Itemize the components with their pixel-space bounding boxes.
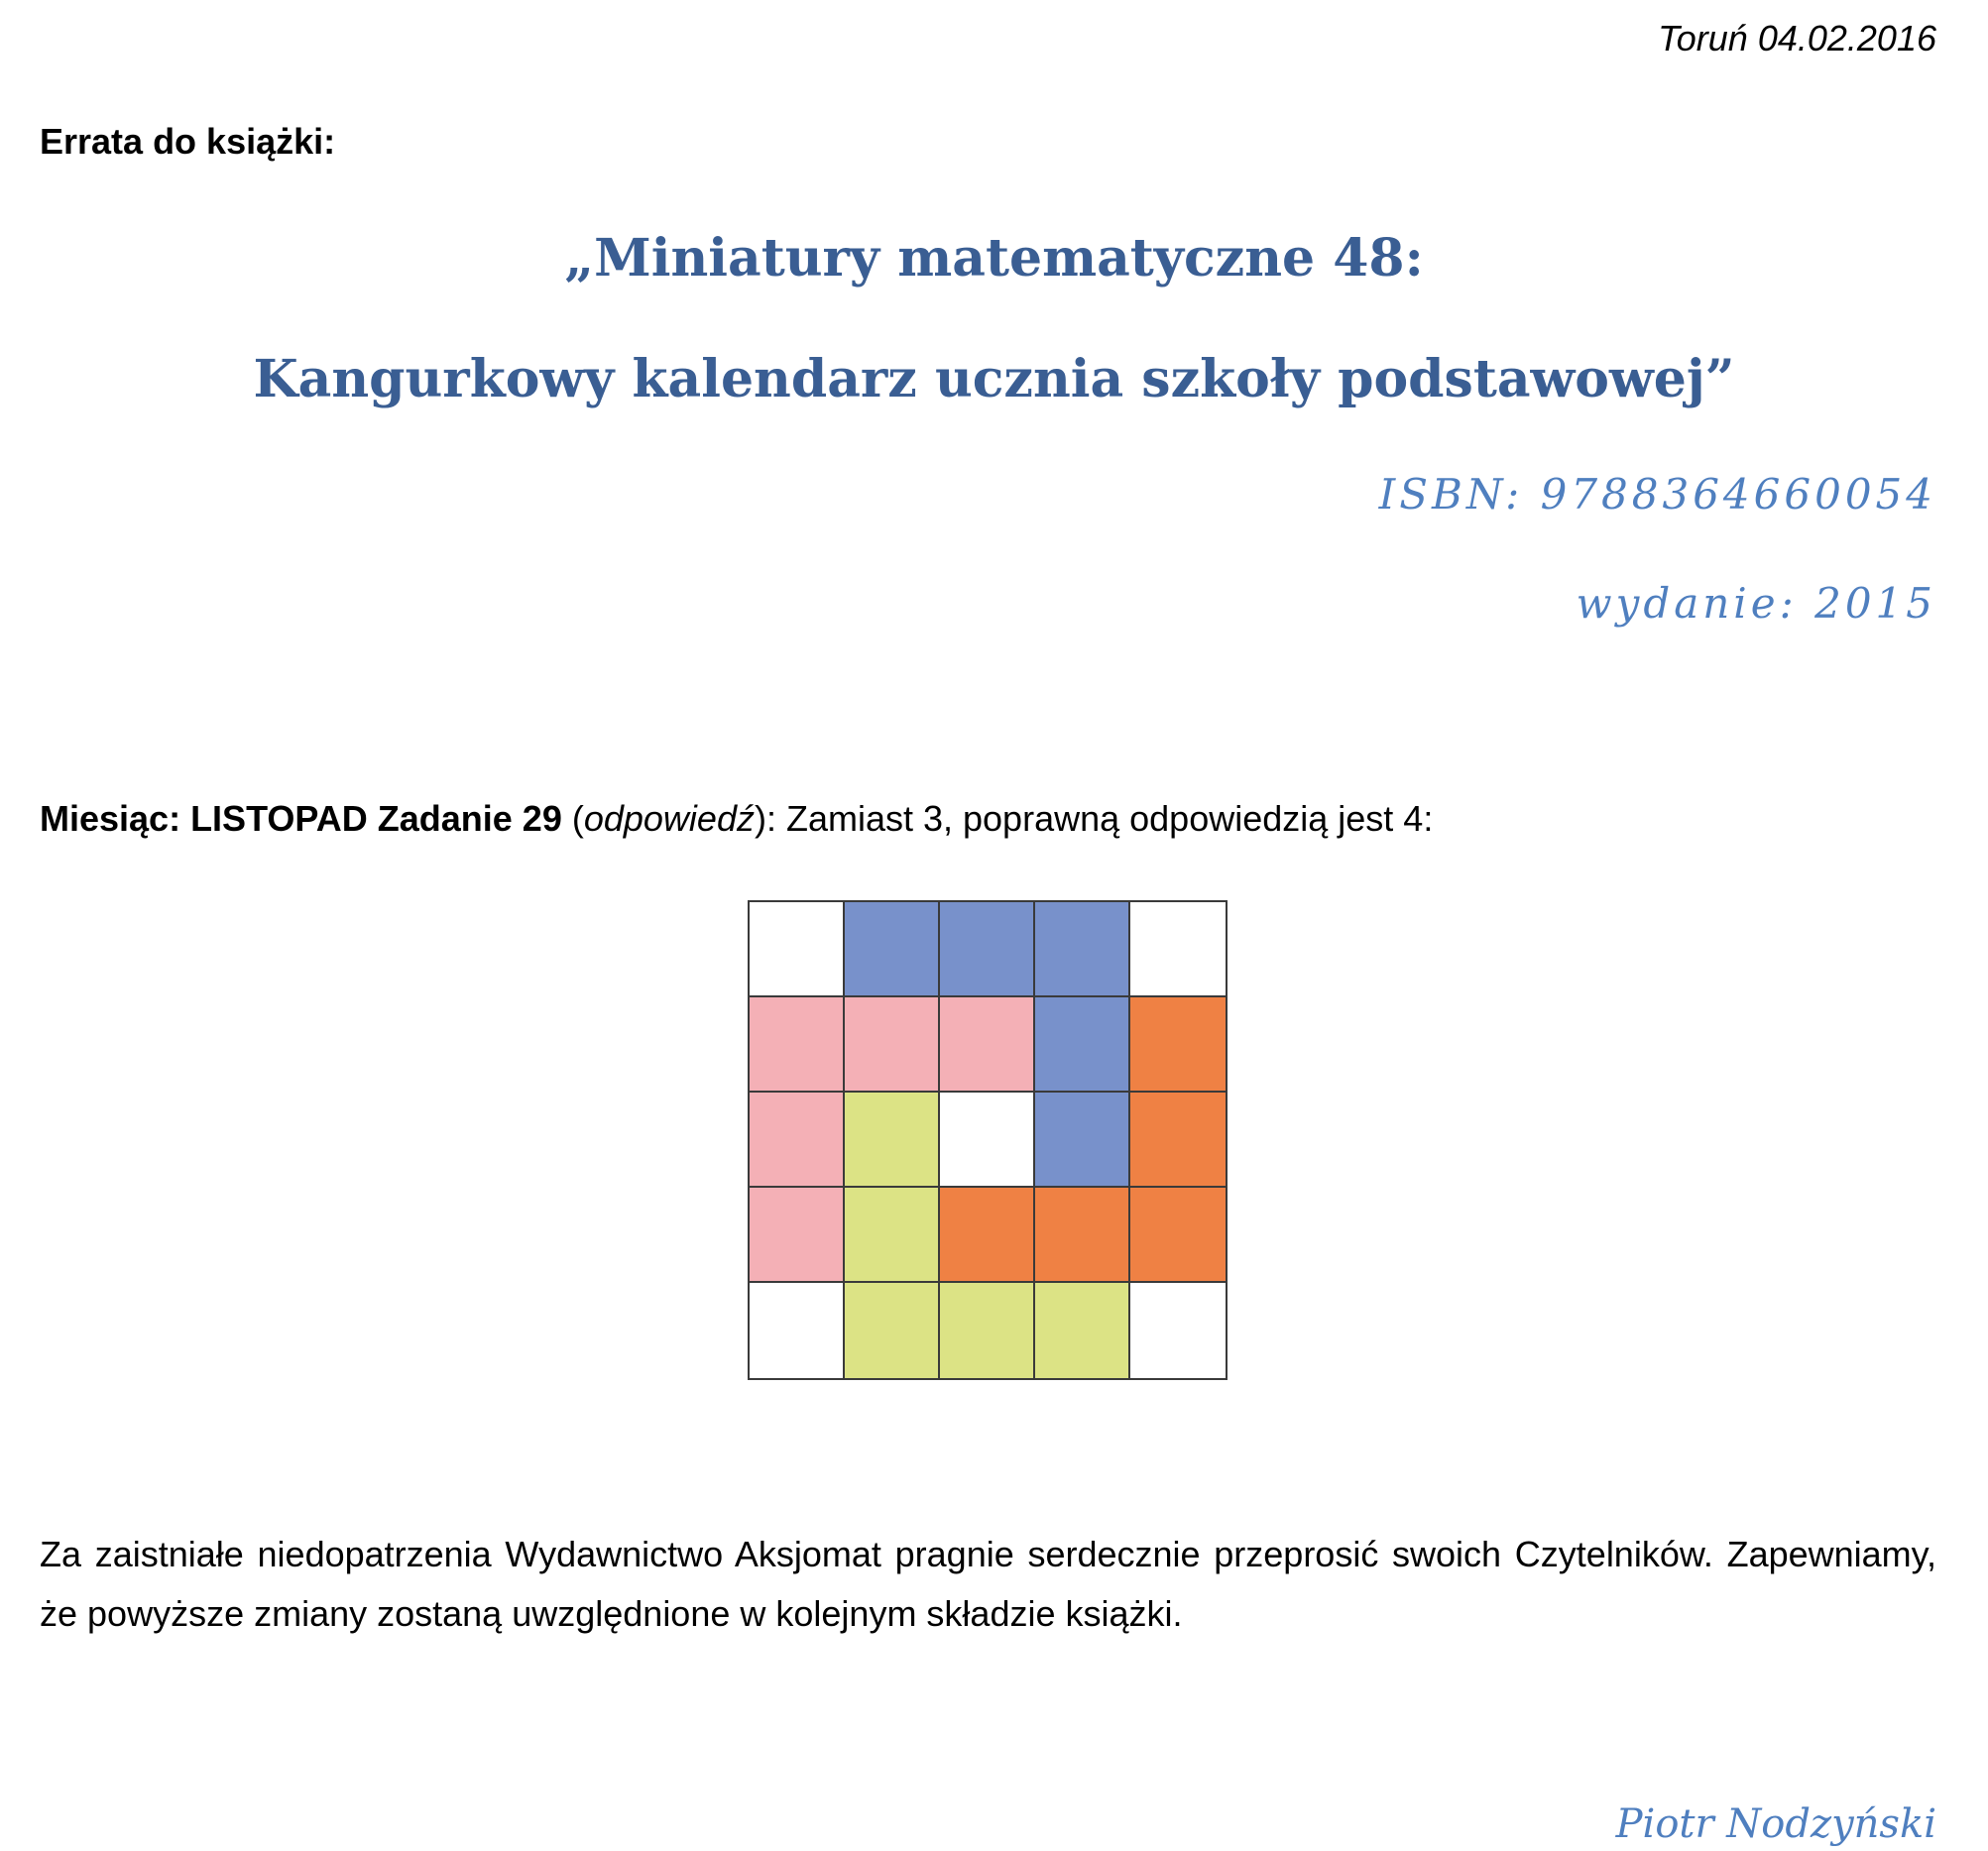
grid-cell-orange bbox=[1035, 1188, 1130, 1283]
grid-cell-white bbox=[750, 902, 845, 997]
book-title-line-1: „Miniatury matematyczne 48: bbox=[564, 228, 1424, 289]
grid-cell-blue bbox=[940, 902, 1035, 997]
grid-cell-lime bbox=[940, 1283, 1035, 1378]
grid-cell-lime bbox=[845, 1188, 940, 1283]
grid-cell-lime bbox=[1035, 1283, 1130, 1378]
grid-cell-pink bbox=[750, 997, 845, 1093]
puzzle-grid bbox=[748, 900, 1228, 1380]
book-title-line-2: Kangurkowy kalendarz ucznia szkoły podstawowej” bbox=[253, 349, 1735, 409]
grid-cell-pink bbox=[940, 997, 1035, 1093]
grid-cell-white bbox=[1130, 902, 1226, 997]
correction-line bbox=[40, 798, 1433, 840]
grid-cell-blue bbox=[1035, 902, 1130, 997]
grid-cell-orange bbox=[1130, 1093, 1226, 1188]
correction-month-task: Miesiąc: LISTOPAD Zadanie 29 bbox=[40, 798, 562, 839]
correction-paren-open: ( bbox=[561, 798, 584, 839]
closing-paragraph: Za zaistniałe niedopatrzenia Wydawnictwo Aksjomat pragnie serdecznie przeprosić swoich Czytelników. Zapewniamy, że powyższe zmiany zostaną uwzględnione w kolejnym składzie książki. bbox=[40, 1534, 1936, 1634]
book-edition: wydanie: 2015 bbox=[1576, 579, 1936, 628]
grid-cell-white bbox=[1130, 1283, 1226, 1378]
grid-cell-white bbox=[940, 1093, 1035, 1188]
correction-answer-word: odpowiedź bbox=[583, 798, 755, 839]
grid-cell-white bbox=[750, 1283, 845, 1378]
grid-cell-pink bbox=[845, 997, 940, 1093]
grid-cell-orange bbox=[1130, 1188, 1226, 1283]
signature: Piotr Nodzyński bbox=[1615, 1801, 1936, 1847]
grid-cell-orange bbox=[940, 1188, 1035, 1283]
errata-heading: Errata do książki: bbox=[40, 121, 336, 162]
grid-cell-blue bbox=[845, 902, 940, 997]
grid-cell-pink bbox=[750, 1093, 845, 1188]
book-isbn: ISBN: 9788364660054 bbox=[1378, 470, 1936, 519]
grid-cell-pink bbox=[750, 1188, 845, 1283]
grid-cell-blue bbox=[1035, 997, 1130, 1093]
grid-cell-orange bbox=[1130, 997, 1226, 1093]
grid-cell-lime bbox=[845, 1283, 940, 1378]
correction-text: ): Zamiast 3, poprawną odpowiedzią jest 4: bbox=[754, 798, 1434, 839]
grid-cell-blue bbox=[1035, 1093, 1130, 1188]
grid-cell-lime bbox=[845, 1093, 940, 1188]
document-date: Toruń 04.02.2016 bbox=[1658, 18, 1936, 58]
